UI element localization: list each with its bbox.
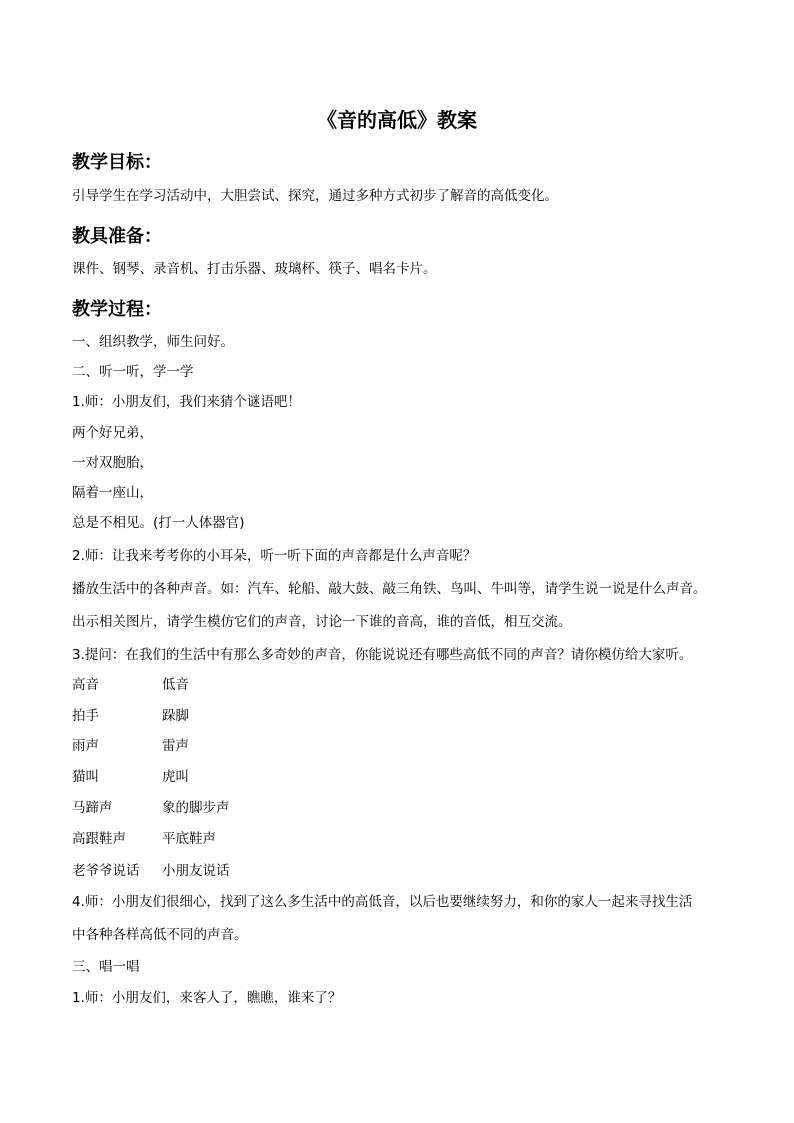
process-line: 一、组织教学，师生问好。 — [72, 334, 234, 350]
high-sound: 马蹄声 — [72, 800, 113, 816]
high-sound: 拍手 — [72, 708, 99, 724]
process-line: 播放生活中的各种声音。如：汽车、轮船、敲大鼓、敲三角铁、鸟叫、牛叫等，请学生说一说是什么声音。 — [72, 581, 707, 597]
low-sound: 低音 — [162, 677, 189, 693]
heading-objectives: 教学目标： — [72, 152, 162, 173]
document-title: 《音的高低》教案 — [317, 108, 477, 132]
process-line: 一对双胞胎， — [72, 455, 153, 471]
low-sound: 跺脚 — [162, 708, 189, 724]
sound-pair-row — [72, 799, 230, 817]
process-line: 两个好兄弟， — [72, 425, 153, 441]
low-sound: 象的脚步声 — [162, 800, 230, 816]
materials-text: 课件、钢琴、录音机、打击乐器、玻璃杯、筷子、唱名卡片。 — [72, 261, 437, 277]
sound-pair-row — [72, 737, 189, 755]
process-line: 中各种各样高低不同的声音。 — [72, 927, 248, 943]
high-sound: 猫叫 — [72, 769, 99, 785]
heading-materials: 教具准备： — [72, 226, 162, 247]
process-line: 4.师：小朋友们很细心，找到了这么多生活中的高低音，以后也要继续努力，和你的家人一起来寻找生活 — [72, 894, 693, 910]
low-sound: 平底鞋声 — [162, 831, 216, 847]
objectives-text: 引导学生在学习活动中，大胆尝试、探究，通过多种方式初步了解音的高低变化。 — [72, 188, 558, 204]
process-line: 隔着一座山， — [72, 485, 153, 501]
low-sound: 雷声 — [162, 738, 189, 754]
process-line: 二、听一听，学一学 — [72, 364, 194, 380]
sound-pair-row — [72, 676, 189, 694]
sound-pair-row — [72, 707, 189, 725]
sound-pair-row — [72, 768, 189, 786]
process-line: 三、唱一唱 — [72, 959, 140, 975]
heading-process: 教学过程： — [72, 299, 162, 320]
process-line: 1.师：小朋友们，我们来猜个谜语吧！ — [72, 394, 301, 410]
sound-pair-row — [72, 830, 216, 848]
process-line: 总是不相见。(打一人体器官) — [72, 515, 245, 531]
process-line: 出示相关图片，请学生模仿它们的声音，讨论一下谁的音高，谁的音低，相互交流。 — [72, 614, 572, 630]
sound-pair-row — [72, 862, 230, 880]
process-line: 3.提问：在我们的生活中有那么多奇妙的声音，你能说说还有哪些高低不同的声音？请你模仿给大家听。 — [72, 647, 693, 663]
high-sound: 雨声 — [72, 738, 99, 754]
high-sound: 高跟鞋声 — [72, 831, 126, 847]
process-line: 1.师：小朋友们，来客人了，瞧瞧，谁来了？ — [72, 990, 342, 1006]
low-sound: 小朋友说话 — [162, 863, 230, 879]
high-sound: 高音 — [72, 677, 99, 693]
process-line: 2.师：让我来考考你的小耳朵，听一听下面的声音都是什么声音呢？ — [72, 548, 477, 564]
low-sound: 虎叫 — [162, 769, 189, 785]
high-sound: 老爷爷说话 — [72, 863, 140, 879]
